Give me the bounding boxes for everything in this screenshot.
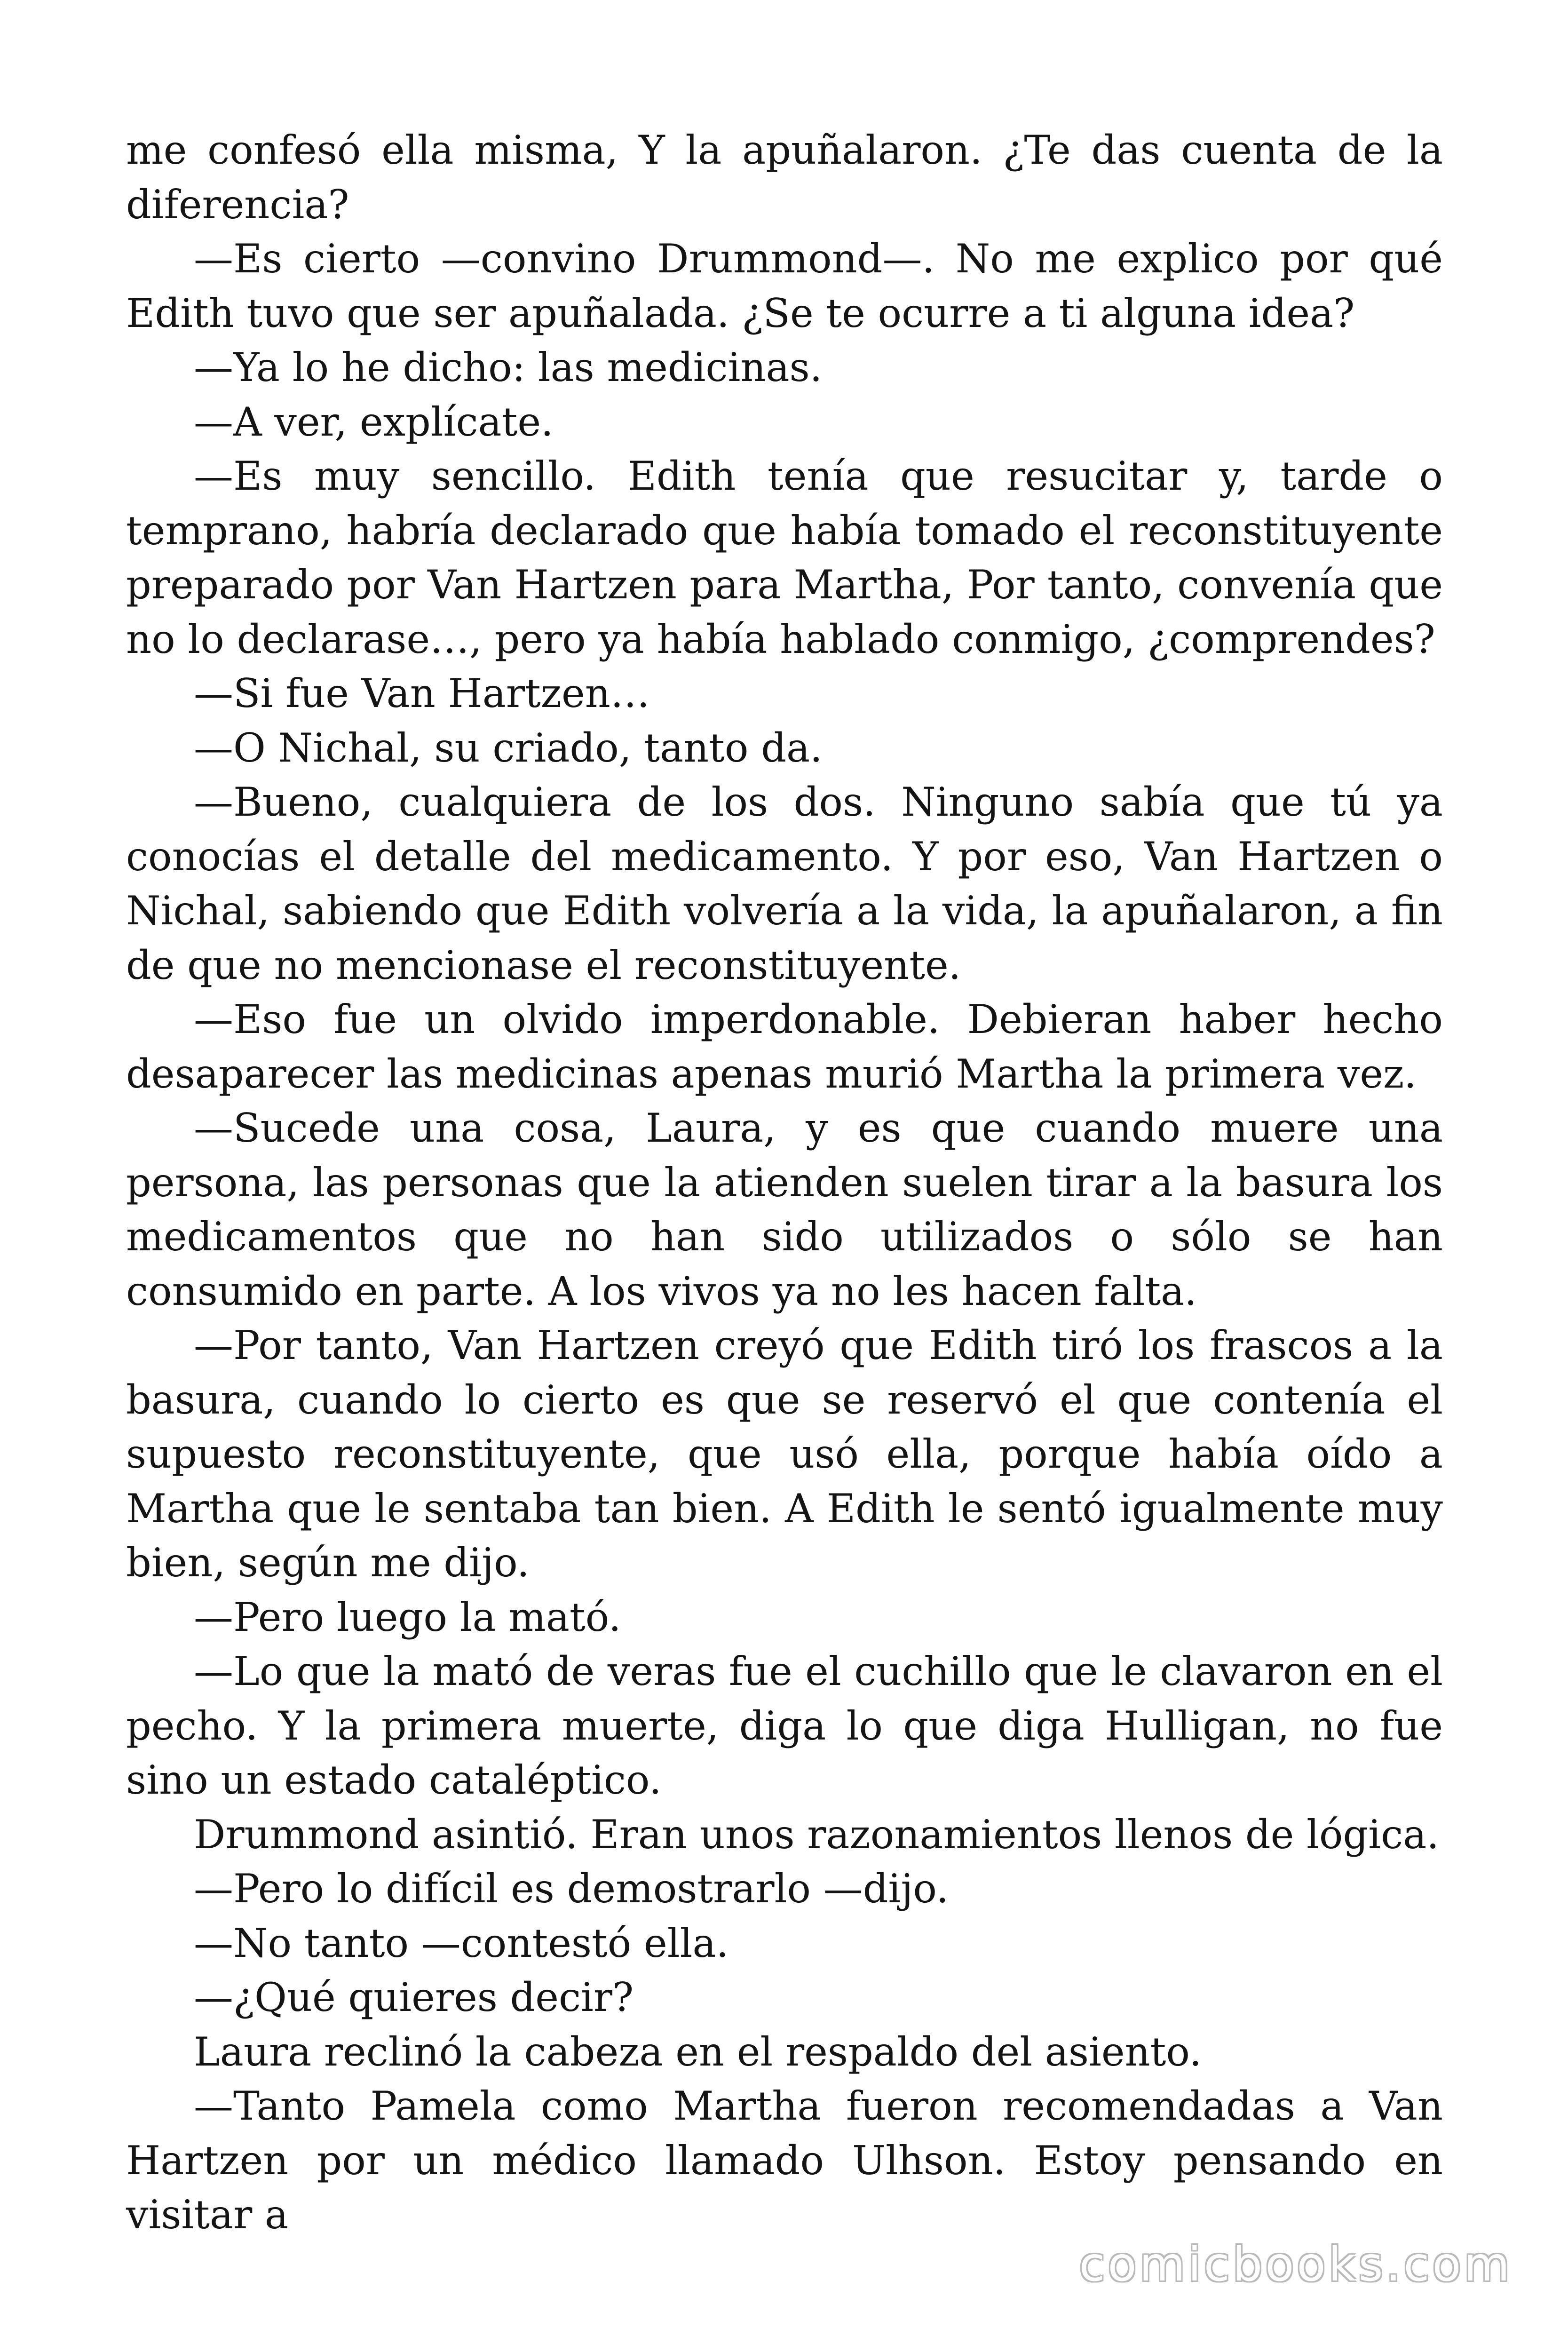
paragraph: —Bueno, cualquiera de los dos. Ninguno sabía que tú ya conocías el detalle del medicamento. Y por eso, Van Hartzen o Nichal, sabiendo que Edith volvería a la vida, la apuñalaron, a fin de que no mencionase el reconstituyente. [126,779,1443,988]
paragraph: —Pero lo difícil es demostrarlo —dijo. [194,1866,949,1912]
paragraph: —Sucede una cosa, Laura, y es que cuando muere una persona, las personas que la atienden suelen tirar a la basura los medicamentos que no han sido utilizados o sólo se han consumido en parte. A los vivos ya no les hacen falta. [126,1105,1443,1314]
watermark: comicbooks.com [1079,2237,1513,2292]
paragraph: —Es cierto —convino Drummond—. No me explico por qué Edith tuvo que ser apuñalada. ¿Se te ocurre a ti alguna idea? [126,236,1443,336]
paragraph: —¿Qué quieres decir? [194,1974,634,2020]
paragraph: —Por tanto, Van Hartzen creyó que Edith tiró los frascos a la basura, cuando lo cierto es que se reservó el que contenía el supuesto reconstituyente, que usó ella, porque había oído a Martha que le sentaba tan bien. A Edith le sentó igualmente muy bien, según me dijo. [126,1322,1443,1586]
paragraph: —O Nichal, su criado, tanto da. [194,724,823,771]
paragraph: —Tanto Pamela como Martha fueron recomendadas a Van Hartzen por un médico llamado Ulhson. Estoy pensando en visitar a [126,2083,1443,2238]
paragraph: —Lo que la mató de veras fue el cuchillo que le clavaron en el pecho. Y la primera muerte, diga lo que diga Hulligan, no fue sino un estado cataléptico. [126,1648,1443,1803]
paragraph: —Es muy sencillo. Edith tenía que resucitar y, tarde o temprano, habría declarado que había tomado el reconstituyente preparado por Van Hartzen para Martha, Por tanto, convenía que no lo declarase…, pero ya había hablado conmigo, ¿comprendes? [126,453,1443,662]
paragraph: —A ver, explícate. [194,398,554,445]
paragraph: —Eso fue un olvido imperdonable. Debieran haber hecho desaparecer las medicinas apenas murió Martha la primera vez. [126,996,1443,1097]
paragraph: —No tanto —contestó ella. [194,1920,729,1966]
body-text [126,123,1443,2242]
paragraph: —Pero luego la mató. [194,1594,621,1640]
paragraph: —Ya lo he dicho: las medicinas. [194,344,823,390]
paragraph: me confesó ella misma, Y la apuñalaron. ¿Te das cuenta de la diferencia? [126,127,1443,228]
paragraph: Drummond asintió. Eran unos razonamientos llenos de lógica. [194,1811,1439,1858]
paragraph: —Si fue Van Hartzen… [194,670,650,716]
paragraph: Laura reclinó la cabeza en el respaldo del asiento. [194,2028,1202,2075]
